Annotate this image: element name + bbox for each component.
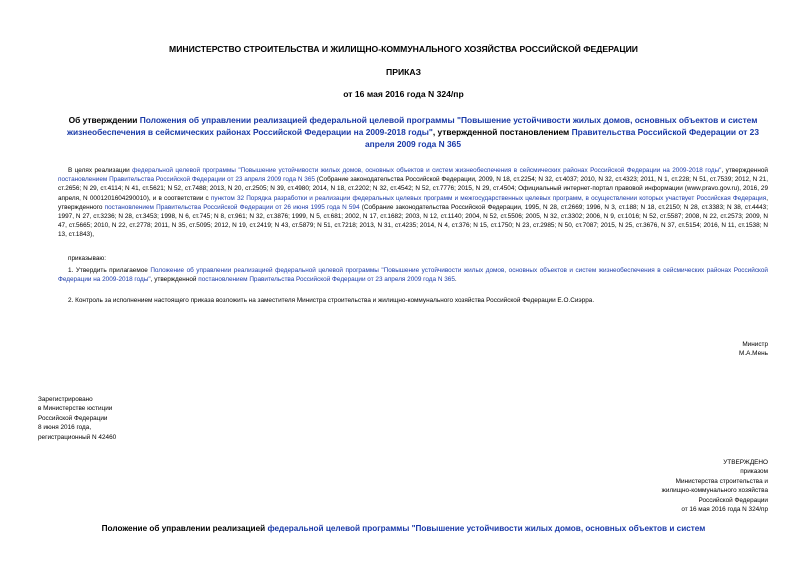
registration-line: Российской Федерации (38, 414, 108, 422)
preamble-text-5: (Собрание законодательства Российской Федерации, 1995, N 28, ст.2669; 1996, N 3, ст.188; N 18, ст.2150; N 28, ст.3383; N 38, ст.4443; 1997, N 27, ст.3236; N 28, ст.3453; 1998, N 6, ст.745; N 8, ст.961; N 32, ст.3876; 1999, N 5, ст.681; 2002, N 17, ст.1682; 2003, N 12, ст.1140; 2004, N 52, ст.5506; 2005, N 32, ст.3302; 2006, N 9, ст.1016; N 52, ст.5587; 2008, N 22, ст.2573; 2009, N 47, ст.5665; 2010, N 22, ст.2778; 2011, N 35, ст.5095; 2012, N 19, ст.2419; N 43, ст.5879; N 51, ст.7218; 2013, N 31, ст.4235; 2014, N 4, ст.376; N 15, ст.1750; N 23, ст.2985; N 50, ст.7087; 2015, N 25, ст.3676, N 37, ст.5154; 2016, N 11, ст.1538; N 13, ст.1843), (58, 203, 768, 239)
order-word (58, 254, 768, 263)
preamble-text-1: В целях реализации (68, 167, 133, 174)
preamble-link-point-32[interactable]: пунктом 32 Порядка разработки и реализации федеральных целевых программ и межгосударственных целевых программ, в осуществлении которых участвует Российская Федерация (210, 194, 767, 202)
document-title (58, 114, 768, 150)
signature-block (739, 340, 768, 359)
item1-text-1: 1. Утвердить прилагаемое (68, 267, 151, 274)
preamble-text-4: , утвержденного (58, 194, 768, 211)
item1-text-3: . (454, 276, 457, 284)
preamble-link-program[interactable]: федеральной целевой программы "Повышение устойчивости жилых домов, основных объектов и систем жизнеобеспечения в сейсмических районах Российской Федерации на 2009-2018 годы" (132, 167, 722, 174)
item-2-paragraph (58, 296, 768, 305)
title-link-regulation[interactable]: Положения об управлении реализацией федеральной целевой программы "Повышение устойчивости жилых домов, основных объектов и систем жизнеобеспечения в сейсмических районах Российской Федерации на 2009-2018 годы" (67, 115, 758, 137)
signature-position: Министр (742, 341, 768, 348)
item2-text: 2. Контроль за исполнением настоящего приказа возложить на заместителя Министра строительства и жилищно-коммунального хозяйства Российской Федерации Е.О.Сиэрра. (68, 297, 595, 304)
approval-line: УТВЕРЖДЕНО (723, 459, 768, 466)
doc-type-heading: ПРИКАЗ (386, 67, 421, 77)
approval-line: приказом (740, 468, 768, 476)
regulation-heading (0, 524, 807, 533)
title-link-government[interactable]: Правительства Российской Федерации от 23 апреля 2009 года N 365 (364, 127, 759, 149)
registration-block (38, 395, 116, 442)
preamble-link-resolution-594[interactable]: постановлением Правительства Российской Федерации от 26 июня 1995 года N 594 (104, 203, 360, 211)
title-middle: , утвержденной постановлением (432, 127, 572, 137)
approval-line: Министерства строительства и (675, 477, 768, 485)
regulation-heading-text: Положение об управлении реализацией (101, 524, 268, 533)
item1-link-resolution[interactable]: постановлением Правительства Российской Федерации от 23 апреля 2009 года N 365 (198, 276, 455, 284)
item-1-paragraph (58, 266, 768, 284)
approval-line: жилищно-коммунального хозяйства (661, 487, 768, 495)
doc-date-number: от 16 мая 2016 года N 324/пр (343, 89, 464, 99)
order-word-text: приказываю: (68, 255, 106, 262)
preamble-text-3: (Собрание законодательства Российской Федерации, 2009, N 18, ст.2254; N 32, ст.4037; 2010, N 32, ст.4323; 2011, N 1, ст.228; N 51, ст.7539; 2012, N 21, ст.2656; N 29, ст.4114; N 41, ст.5621; N 52, ст.7488; 2013, N 20, ст.2505; N 39, ст.4980; 2014, N 18, ст.2202; N 32, ст.4542; N 52, ст.7776; 2015, N 29, ст.4504; Официальный интернет-портал правовой информации (www.pravo.gov.ru), 2016, 29 апреля, N 0001201604290010), и в соответствии с (58, 176, 768, 202)
preamble-text-2: , утвержденной (721, 167, 768, 174)
preamble-link-resolution-365[interactable]: постановлением Правительства Российской Федерации от 23 апреля 2009 года N 365 (58, 176, 315, 184)
registration-line: 8 июня 2016 года, (38, 424, 92, 432)
registration-line: в Министерстве юстиции (38, 405, 113, 413)
regulation-heading-link[interactable]: федеральной целевой программы "Повышение устойчивости жилых домов, основных объектов и систем (267, 524, 706, 533)
signature-name: М.А.Мень (739, 350, 768, 358)
approval-block (662, 458, 768, 514)
item1-link-regulation[interactable]: Положение об управлении реализацией федеральной целевой программы "Повышение устойчивости жилых домов, основных объектов и систем жизнеобеспечения в сейсмических районах Российской Федерации на 2009-2018 годы" (58, 267, 769, 284)
ministry-heading: МИНИСТЕРСТВО СТРОИТЕЛЬСТВА И ЖИЛИЩНО-КОММУНАЛЬНОГО ХОЗЯЙСТВА РОССИЙСКОЙ ФЕДЕРАЦИИ (169, 44, 638, 54)
item1-text-2: , утвержденной (150, 276, 199, 284)
preamble-paragraph (58, 166, 768, 240)
approval-line: Российской Федерации (698, 496, 768, 504)
approval-line: от 16 мая 2016 года N 324/пр (681, 506, 768, 514)
registration-line: регистрационный N 42460 (38, 433, 117, 441)
registration-line: Зарегистрировано (38, 396, 93, 403)
title-prefix: Об утверждении (68, 115, 140, 125)
